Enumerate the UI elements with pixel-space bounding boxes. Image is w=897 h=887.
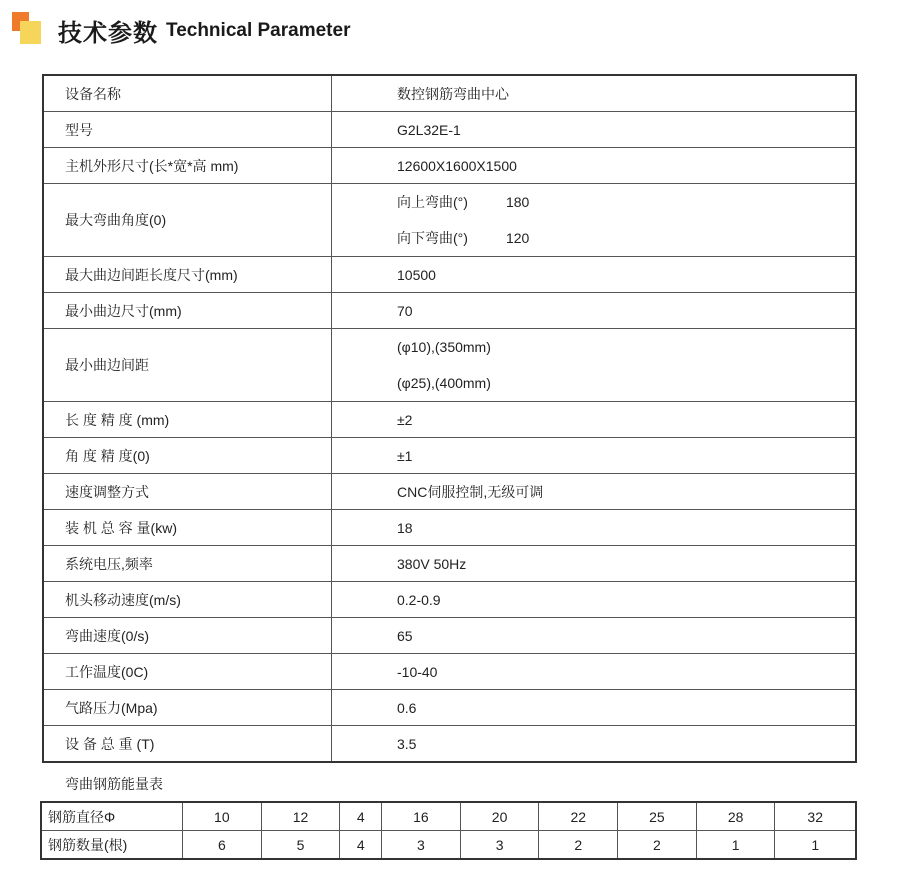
diameter-cell: 4 [340, 802, 382, 831]
param-label: 装 机 总 容 量(kw) [43, 510, 332, 546]
param-row [43, 75, 856, 112]
param-label: 主机外形尺寸(长*宽*高 mm) [43, 148, 332, 184]
param-row [43, 112, 856, 148]
quantity-header: 钢筋数量(根) [41, 831, 183, 860]
param-row [43, 510, 856, 546]
param-value: -10-40 [332, 654, 857, 690]
param-label: 最大曲边间距长度尺寸(mm) [43, 257, 332, 293]
diameter-cell: 22 [539, 802, 618, 831]
min-spacing-line-1: (φ10),(350mm) [397, 339, 491, 355]
capacity-caption: 弯曲钢筋能量表 [65, 776, 163, 792]
bend-down-label: 向下弯曲(°) [397, 230, 468, 246]
param-row [43, 184, 856, 257]
param-row [43, 257, 856, 293]
min-spacing-line-2: (φ25),(400mm) [397, 375, 491, 391]
param-label: 速度调整方式 [43, 474, 332, 510]
param-value: 70 [332, 293, 857, 329]
diameter-cell: 16 [382, 802, 461, 831]
param-value: G2L32E-1 [332, 112, 857, 148]
brand-logo [12, 12, 42, 45]
quantity-cell: 1 [775, 831, 856, 860]
param-label: 系统电压,频率 [43, 546, 332, 582]
param-label: 最小曲边间距 [43, 329, 332, 402]
param-value: 0.6 [332, 690, 857, 726]
quantity-cell: 5 [261, 831, 340, 860]
parameter-table [42, 74, 857, 763]
param-label: 气路压力(Mpa) [43, 690, 332, 726]
param-value: 10500 [332, 257, 857, 293]
param-value: 65 [332, 618, 857, 654]
param-value: ±1 [332, 438, 857, 474]
param-value-group [332, 184, 857, 257]
diameter-cell: 28 [696, 802, 775, 831]
quantity-cell: 2 [539, 831, 618, 860]
param-label: 长 度 精 度 (mm) [43, 402, 332, 438]
diameter-cell: 12 [261, 802, 340, 831]
param-value: 380V 50Hz [332, 546, 857, 582]
param-row [43, 690, 856, 726]
quantity-cell: 6 [183, 831, 262, 860]
param-row [43, 438, 856, 474]
param-label: 角 度 精 度(0) [43, 438, 332, 474]
param-label: 工作温度(0C) [43, 654, 332, 690]
param-value: 12600X1600X1500 [332, 148, 857, 184]
quantity-cell: 1 [696, 831, 775, 860]
param-row [43, 293, 856, 329]
bend-down-line [397, 220, 855, 256]
param-label: 最大弯曲角度(0) [43, 184, 332, 257]
param-label: 最小曲边尺寸(mm) [43, 293, 332, 329]
param-row [43, 546, 856, 582]
page-title-en: Technical Parameter [166, 19, 351, 41]
param-value-group [332, 329, 857, 402]
param-row [43, 726, 856, 763]
page-title [58, 13, 350, 48]
param-value: 18 [332, 510, 857, 546]
bend-up-value: 180 [505, 194, 530, 210]
param-label: 机头移动速度(m/s) [43, 582, 332, 618]
param-value: 0.2-0.9 [332, 582, 857, 618]
param-value: CNC伺服控制,无级可调 [332, 474, 857, 510]
param-value: 数控钢筋弯曲中心 [332, 75, 857, 112]
diameter-cell: 25 [618, 802, 697, 831]
param-row [43, 329, 856, 402]
quantity-cell: 4 [340, 831, 382, 860]
diameter-row [41, 802, 856, 831]
param-label: 弯曲速度(0/s) [43, 618, 332, 654]
page-title-cn: 技术参数 [58, 20, 158, 47]
quantity-row [41, 831, 856, 860]
bend-down-value: 120 [505, 230, 530, 246]
param-label: 设 备 总 重 (T) [43, 726, 332, 763]
diameter-cell: 32 [775, 802, 856, 831]
param-value: ±2 [332, 402, 857, 438]
param-value: 3.5 [332, 726, 857, 763]
capacity-table [40, 801, 857, 860]
logo-yellow-square [20, 21, 41, 44]
bend-up-line [397, 184, 855, 220]
param-label: 型号 [43, 112, 332, 148]
param-row [43, 618, 856, 654]
param-row [43, 582, 856, 618]
diameter-header: 钢筋直径Φ [41, 802, 183, 831]
diameter-cell: 10 [183, 802, 262, 831]
quantity-cell: 3 [382, 831, 461, 860]
param-row [43, 402, 856, 438]
param-label: 设备名称 [43, 75, 332, 112]
quantity-cell: 2 [618, 831, 697, 860]
quantity-cell: 3 [460, 831, 539, 860]
param-row [43, 148, 856, 184]
bend-up-label: 向上弯曲(°) [397, 194, 468, 210]
param-row [43, 654, 856, 690]
diameter-cell: 20 [460, 802, 539, 831]
param-row [43, 474, 856, 510]
